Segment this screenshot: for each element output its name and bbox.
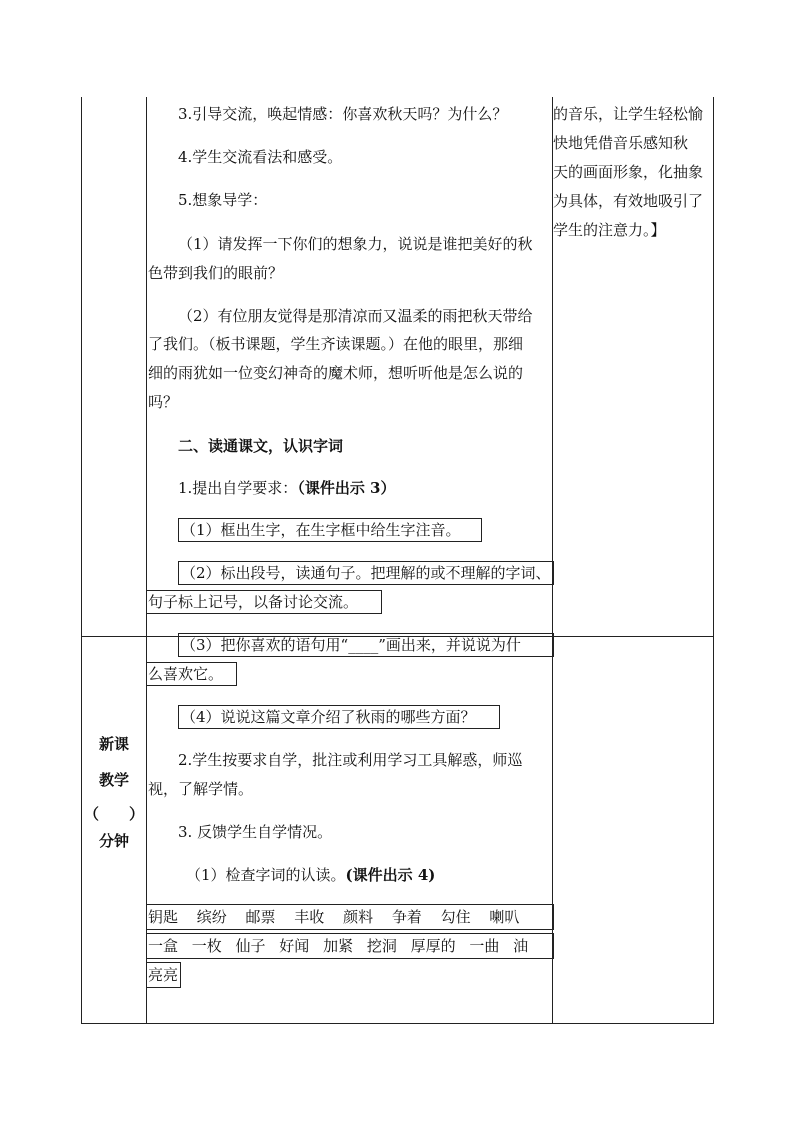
requirement-4-text: （4）说说这篇文章介绍了秋雨的哪些方面？ (181, 708, 476, 726)
note-line-4: 为具体，有效地吸引了 (553, 192, 704, 210)
duration-blank: （ ） (83, 805, 144, 823)
courseware-ref-3: （课件出示 3） (297, 479, 396, 497)
question-1-line-2: 色带到我们的眼前？ (148, 264, 284, 282)
vocab-line-2: 一盒 一枚 仙子 好闻 加紧 挖洞 厚厚的 一曲 油 (148, 937, 529, 955)
minutes-label: 分钟 (98, 832, 129, 850)
table-border-bottom (81, 1023, 714, 1024)
feedback-text: 3. 反馈学生自学情况。 (178, 823, 333, 841)
question-1-line-1: （1）请发挥一下你们的想象力，说说是谁把美好的秋 (178, 235, 533, 253)
vocab-line-1: 钥匙 缤纷 邮票 丰收 颜料 争着 勾住 喇叭 (148, 908, 520, 926)
stage-label-teaching: 教学 (98, 771, 129, 789)
requirement-3-line-1: （3）把你喜欢的语句用“____”画出来，并说说为什 (181, 636, 521, 654)
table-border-left (81, 97, 82, 1024)
self-study-requirement (178, 478, 395, 498)
question-2-line-1: （2）有位朋友觉得是那清凉而又温柔的雨把秋天带给 (178, 307, 533, 325)
table-divider-col1 (146, 97, 147, 1024)
question-2-line-2: 了我们。（板书课题，学生齐读课题。）在他的眼里，那细 (148, 335, 524, 353)
section-2-heading: 二、读通课文，认识字词 (178, 437, 344, 455)
self-study-line-1: 2.学生按要求自学，批注或利用学习工具解惑，师巡 (178, 751, 523, 769)
courseware-ref-4: (课件出示 4) (345, 866, 436, 884)
stage-label-new: 新课 (98, 735, 129, 753)
note-line-3: 天的画面形象，化抽象 (553, 163, 704, 181)
step-3-text: 3.引导交流，唤起情感：你喜欢秋天吗？为什么？ (178, 105, 508, 123)
word-check-label: （1）检查字词的认读。 (186, 866, 346, 884)
note-line-5: 学生的注意力。】 (553, 221, 666, 239)
requirement-2-line-1: （2）标出段号，读通句子。把理解的或不理解的字词、 (181, 564, 551, 582)
vocab-line-3: 亮亮 (148, 966, 179, 984)
word-check-text (186, 865, 435, 885)
question-2-line-4: 吗？ (148, 393, 179, 411)
requirement-2-line-2: 句子标上记号，以备讨论交流。 (148, 593, 359, 611)
requirement-1-text: （1）框出生字，在生字框中给生字注音。 (181, 521, 461, 539)
question-2-line-3: 细的雨犹如一位变幻神奇的魔术师，想听听他是怎么说的 (148, 364, 524, 382)
step-5-text: 5.想象导学： (178, 191, 268, 209)
note-line-2: 快地凭借音乐感知秋 (553, 134, 689, 152)
table-border-right (713, 97, 714, 1024)
self-study-line-2: 视，了解学情。 (148, 780, 254, 798)
requirement-3-line-2: 么喜欢它。 (148, 665, 224, 683)
note-line-1: 的音乐，让学生轻松愉 (553, 105, 704, 123)
requirement-label: 1.提出自学要求： (178, 479, 298, 497)
step-4-text: 4.学生交流看法和感受。 (178, 148, 343, 166)
